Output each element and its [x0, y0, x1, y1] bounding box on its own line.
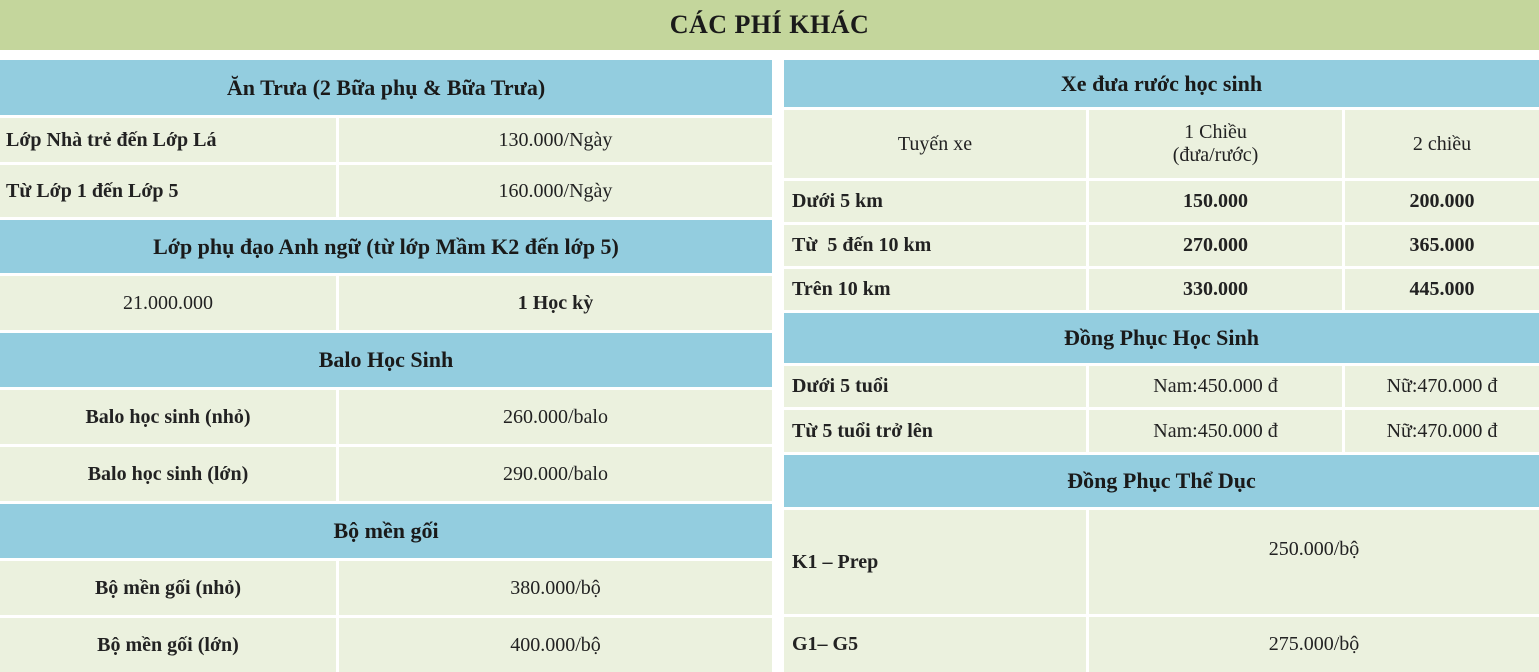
- bedding-row: [0, 561, 772, 615]
- lunch-row: [0, 118, 772, 162]
- english-header: [0, 220, 772, 273]
- uniform-header: [784, 313, 1539, 363]
- pe-uniform-row-value: 275.000/bộ: [1089, 617, 1539, 672]
- backpack-row: [0, 447, 772, 501]
- bus-header: [784, 60, 1539, 107]
- backpack-row-value: 260.000/balo: [339, 390, 772, 444]
- uniform-male-price: Nam:450.000 đ: [1089, 410, 1342, 452]
- bus-col-one-way: [1089, 110, 1342, 178]
- english-header-text: Lớp phụ đạo Anh ngữ (từ lớp Mầm K2 đến lớp 5): [153, 233, 619, 259]
- bus-one-way-price: 270.000: [1089, 225, 1342, 266]
- uniform-row: [784, 410, 1539, 452]
- uniform-female-price: Nữ:470.000 đ: [1345, 410, 1539, 452]
- bus-col-two-way: 2 chiều: [1345, 110, 1539, 178]
- bus-two-way-price: 365.000: [1345, 225, 1539, 266]
- pe-uniform-row-label: G1– G5: [784, 617, 1086, 672]
- bus-col-one-way-line1: 1 Chiều: [1184, 121, 1247, 143]
- pe-uniform-header-text: Đồng Phục Thể Dục: [1067, 468, 1256, 493]
- uniform-header-text: Đồng Phục Học Sinh: [1064, 325, 1259, 350]
- lunch-header: [0, 60, 772, 115]
- lunch-row-value: 130.000/Ngày: [339, 118, 772, 162]
- bus-row: [784, 269, 1539, 310]
- backpack-row-label: Balo học sinh (lớn): [0, 447, 336, 501]
- bedding-row: [0, 618, 772, 672]
- lunch-header-text: Ăn Trưa (2 Bữa phụ & Bữa Trưa): [226, 74, 546, 100]
- bus-two-way-price: 445.000: [1345, 269, 1539, 310]
- uniform-row-label: Dưới 5 tuổi: [784, 366, 1086, 407]
- backpack-header-text: Balo Học Sinh: [318, 347, 454, 372]
- bus-row: [784, 225, 1539, 266]
- pe-uniform-header: [784, 455, 1539, 507]
- bedding-header-text: Bộ mền gối: [333, 518, 439, 543]
- bus-route: Từ 5 đến 10 km: [784, 225, 1086, 266]
- backpack-row-value: 290.000/balo: [339, 447, 772, 501]
- uniform-row-label: Từ 5 tuổi trở lên: [784, 410, 1086, 452]
- right-fee-table: [784, 60, 1539, 672]
- pe-uniform-row: [784, 510, 1539, 614]
- bedding-row-label: Bộ mền gối (lớn): [0, 618, 336, 672]
- backpack-row: [0, 390, 772, 444]
- bus-column-headers: [784, 110, 1539, 178]
- bus-row: [784, 181, 1539, 222]
- bedding-row-value: 400.000/bộ: [339, 618, 772, 672]
- bus-route: Trên 10 km: [784, 269, 1086, 310]
- bedding-row-value: 380.000/bộ: [339, 561, 772, 615]
- bus-col-one-way-line2: (đưa/rước): [1172, 144, 1259, 166]
- lunch-row-label: Từ Lớp 1 đến Lớp 5: [0, 165, 336, 217]
- page-title: CÁC PHÍ KHÁC: [0, 0, 1539, 50]
- left-fee-table: [0, 60, 772, 672]
- pe-uniform-row-value: 250.000/bộ: [1089, 510, 1539, 614]
- english-term: 1 Học kỳ: [339, 276, 772, 330]
- lunch-row: [0, 165, 772, 217]
- bus-route: Dưới 5 km: [784, 181, 1086, 222]
- backpack-row-label: Balo học sinh (nhỏ): [0, 390, 336, 444]
- pe-uniform-row-label: K1 – Prep: [784, 510, 1086, 614]
- bus-two-way-price: 200.000: [1345, 181, 1539, 222]
- bedding-row-label: Bộ mền gối (nhỏ): [0, 561, 336, 615]
- bus-col-route: Tuyến xe: [784, 110, 1086, 178]
- bus-header-text: Xe đưa rước học sinh: [1060, 70, 1263, 96]
- bedding-header: [0, 504, 772, 558]
- bus-one-way-price: 330.000: [1089, 269, 1342, 310]
- pe-uniform-row: [784, 617, 1539, 672]
- bus-one-way-price: 150.000: [1089, 181, 1342, 222]
- uniform-female-price: Nữ:470.000 đ: [1345, 366, 1539, 407]
- uniform-male-price: Nam:450.000 đ: [1089, 366, 1342, 407]
- lunch-row-value: 160.000/Ngày: [339, 165, 772, 217]
- lunch-row-label: Lớp Nhà trẻ đến Lớp Lá: [0, 118, 336, 162]
- uniform-row: [784, 366, 1539, 407]
- english-price: 21.000.000: [0, 276, 336, 330]
- backpack-header: [0, 333, 772, 387]
- english-row: [0, 276, 772, 330]
